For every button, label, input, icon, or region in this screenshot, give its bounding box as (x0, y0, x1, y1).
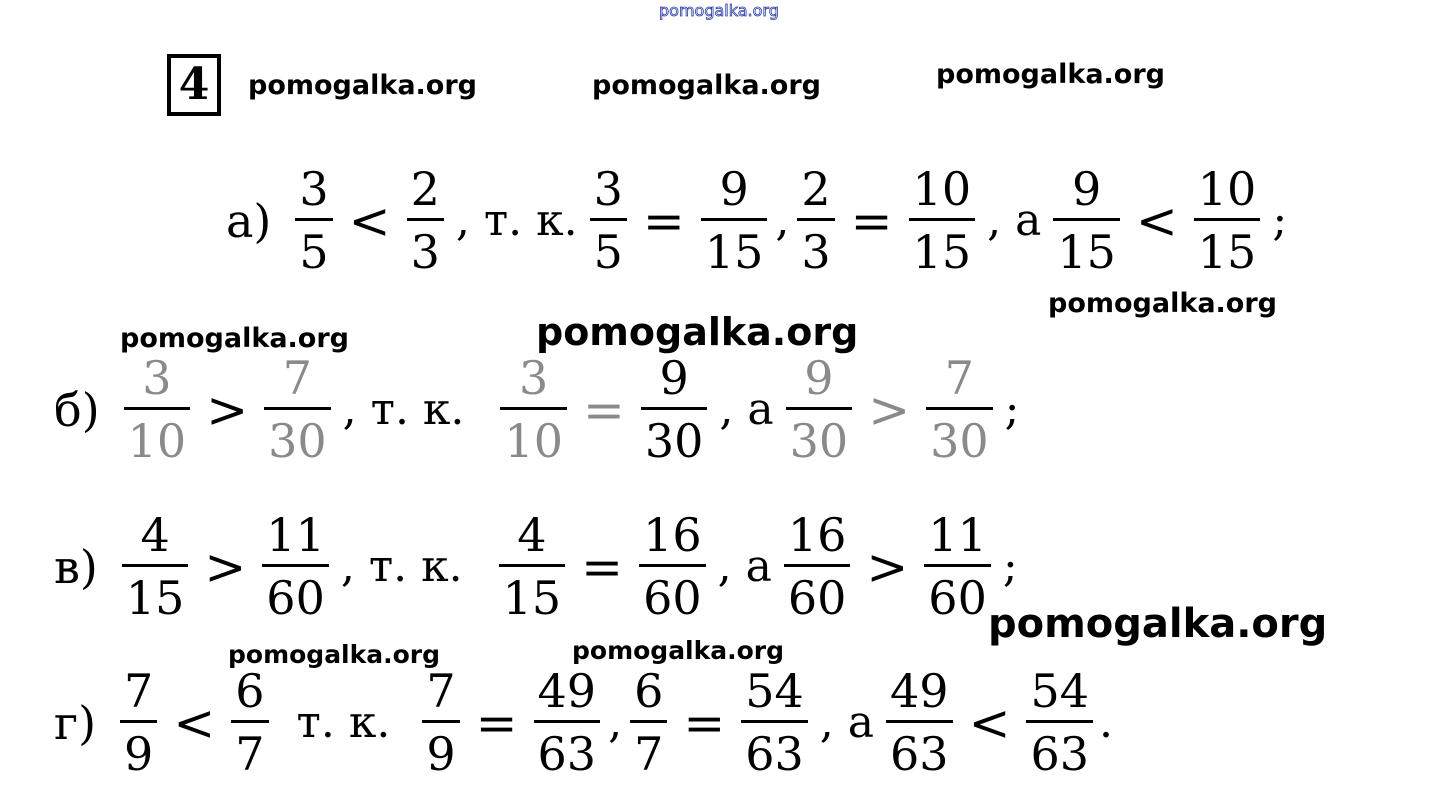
numerator: 10 (912, 162, 972, 216)
denominator: 60 (266, 571, 325, 625)
watermark: pomogalka.org (120, 323, 349, 354)
row-b (54, 351, 1025, 468)
fraction (741, 664, 808, 781)
denominator: 63 (1030, 727, 1090, 781)
numerator: 9 (659, 351, 689, 405)
fraction (639, 508, 706, 625)
and-text: , а (717, 540, 772, 592)
watermark-top: pomogalka.org (659, 1, 779, 20)
denominator: 3 (801, 225, 831, 279)
denominator: 5 (299, 225, 329, 279)
numerator: 54 (1030, 664, 1090, 718)
task-number-box (167, 54, 221, 116)
denominator: 63 (745, 727, 804, 781)
since-text: , т. к. (342, 383, 465, 435)
denominator: 15 (1197, 225, 1257, 279)
fraction (701, 162, 768, 279)
numerator: 49 (537, 664, 597, 718)
operator: < (173, 693, 216, 752)
operator: = (683, 693, 726, 752)
denominator: 63 (890, 727, 949, 781)
numerator: 6 (235, 664, 265, 718)
numerator: 11 (928, 508, 987, 562)
denominator: 15 (912, 225, 972, 279)
denominator: 60 (643, 571, 702, 625)
row-g (54, 664, 1119, 781)
fraction (422, 664, 459, 781)
numerator: 4 (517, 508, 547, 562)
numerator: 2 (410, 162, 440, 216)
operator: < (968, 693, 1011, 752)
numerator: 16 (643, 508, 702, 562)
denominator: 3 (410, 225, 440, 279)
end-punct: ; (1004, 383, 1020, 435)
comma: , (608, 696, 623, 748)
comma: , (775, 194, 790, 246)
denominator: 7 (235, 727, 265, 781)
numerator: 7 (426, 664, 456, 718)
denominator: 15 (502, 571, 562, 625)
numerator: 9 (804, 351, 834, 405)
watermark: pomogalka.org (248, 70, 477, 101)
and-text: , а (819, 696, 875, 748)
fraction (534, 664, 601, 781)
denominator: 9 (426, 727, 456, 781)
numerator: 7 (124, 664, 154, 718)
watermark: pomogalka.org (536, 310, 859, 354)
watermark: pomogalka.org (936, 59, 1165, 90)
denominator: 10 (127, 414, 187, 468)
fraction (295, 162, 332, 279)
numerator: 9 (719, 162, 749, 216)
numerator: 6 (634, 664, 664, 718)
operator: = (581, 537, 624, 596)
row-label: в) (54, 539, 98, 594)
fraction (124, 351, 191, 468)
denominator: 30 (930, 414, 989, 468)
watermark: pomogalka.org (1048, 288, 1277, 319)
fraction (407, 162, 444, 279)
operator: > (868, 380, 911, 439)
since-text: , т. к. (455, 194, 578, 246)
fraction (641, 351, 708, 468)
operator: > (866, 537, 909, 596)
operator: = (582, 380, 625, 439)
end-punct: ; (1002, 540, 1018, 592)
fraction (924, 508, 991, 625)
numerator: 3 (519, 351, 549, 405)
denominator: 60 (928, 571, 987, 625)
end-punct: . (1099, 696, 1114, 748)
numerator: 7 (282, 351, 312, 405)
operator: > (206, 380, 249, 439)
numerator: 11 (266, 508, 325, 562)
denominator: 60 (787, 571, 847, 625)
fraction (1194, 162, 1261, 279)
fraction (786, 351, 853, 468)
operator: = (475, 693, 518, 752)
fraction (262, 508, 329, 625)
numerator: 16 (787, 508, 847, 562)
since-text: т. к. (296, 696, 391, 748)
row-label: а) (226, 193, 272, 248)
fraction (1053, 162, 1120, 279)
numerator: 2 (801, 162, 831, 216)
numerator: 10 (1197, 162, 1257, 216)
row-label: г) (54, 695, 97, 750)
numerator: 3 (593, 162, 623, 216)
numerator: 4 (140, 508, 170, 562)
fraction (886, 664, 953, 781)
fraction (590, 162, 627, 279)
and-text: , а (987, 194, 1042, 246)
fraction (630, 664, 667, 781)
row-label: б) (54, 382, 100, 437)
denominator: 7 (634, 727, 664, 781)
numerator: 49 (890, 664, 949, 718)
denominator: 5 (593, 225, 623, 279)
denominator: 30 (644, 414, 704, 468)
operator: = (642, 191, 685, 250)
watermark: pomogalka.org (988, 601, 1328, 647)
fraction (926, 351, 993, 468)
fraction (784, 508, 851, 625)
numerator: 3 (142, 351, 172, 405)
denominator: 15 (125, 571, 185, 625)
fraction (1026, 664, 1093, 781)
denominator: 63 (537, 727, 597, 781)
fraction (264, 351, 331, 468)
numerator: 3 (299, 162, 329, 216)
since-text: , т. к. (340, 540, 463, 592)
row-v (54, 508, 1024, 625)
fraction (500, 351, 567, 468)
fraction (231, 664, 268, 781)
fraction (797, 162, 834, 279)
numerator: 7 (944, 351, 974, 405)
fraction (120, 664, 157, 781)
denominator: 30 (789, 414, 849, 468)
end-punct: ; (1272, 194, 1288, 246)
watermark: pomogalka.org (228, 640, 441, 669)
denominator: 9 (124, 727, 154, 781)
operator: > (204, 537, 247, 596)
fraction (122, 508, 189, 625)
operator: < (1135, 191, 1178, 250)
numerator: 9 (1071, 162, 1102, 216)
denominator: 15 (1057, 225, 1116, 279)
watermark: pomogalka.org (572, 636, 785, 665)
numerator: 54 (745, 664, 804, 718)
denominator: 30 (268, 414, 327, 468)
operator: = (850, 191, 893, 250)
and-text: , а (719, 383, 774, 435)
task-number: 4 (178, 59, 210, 110)
operator: < (348, 191, 391, 250)
watermark: pomogalka.org (592, 70, 821, 101)
denominator: 15 (704, 225, 764, 279)
fraction (499, 508, 566, 625)
fraction (909, 162, 976, 279)
denominator: 10 (504, 414, 563, 468)
row-a (226, 162, 1293, 279)
